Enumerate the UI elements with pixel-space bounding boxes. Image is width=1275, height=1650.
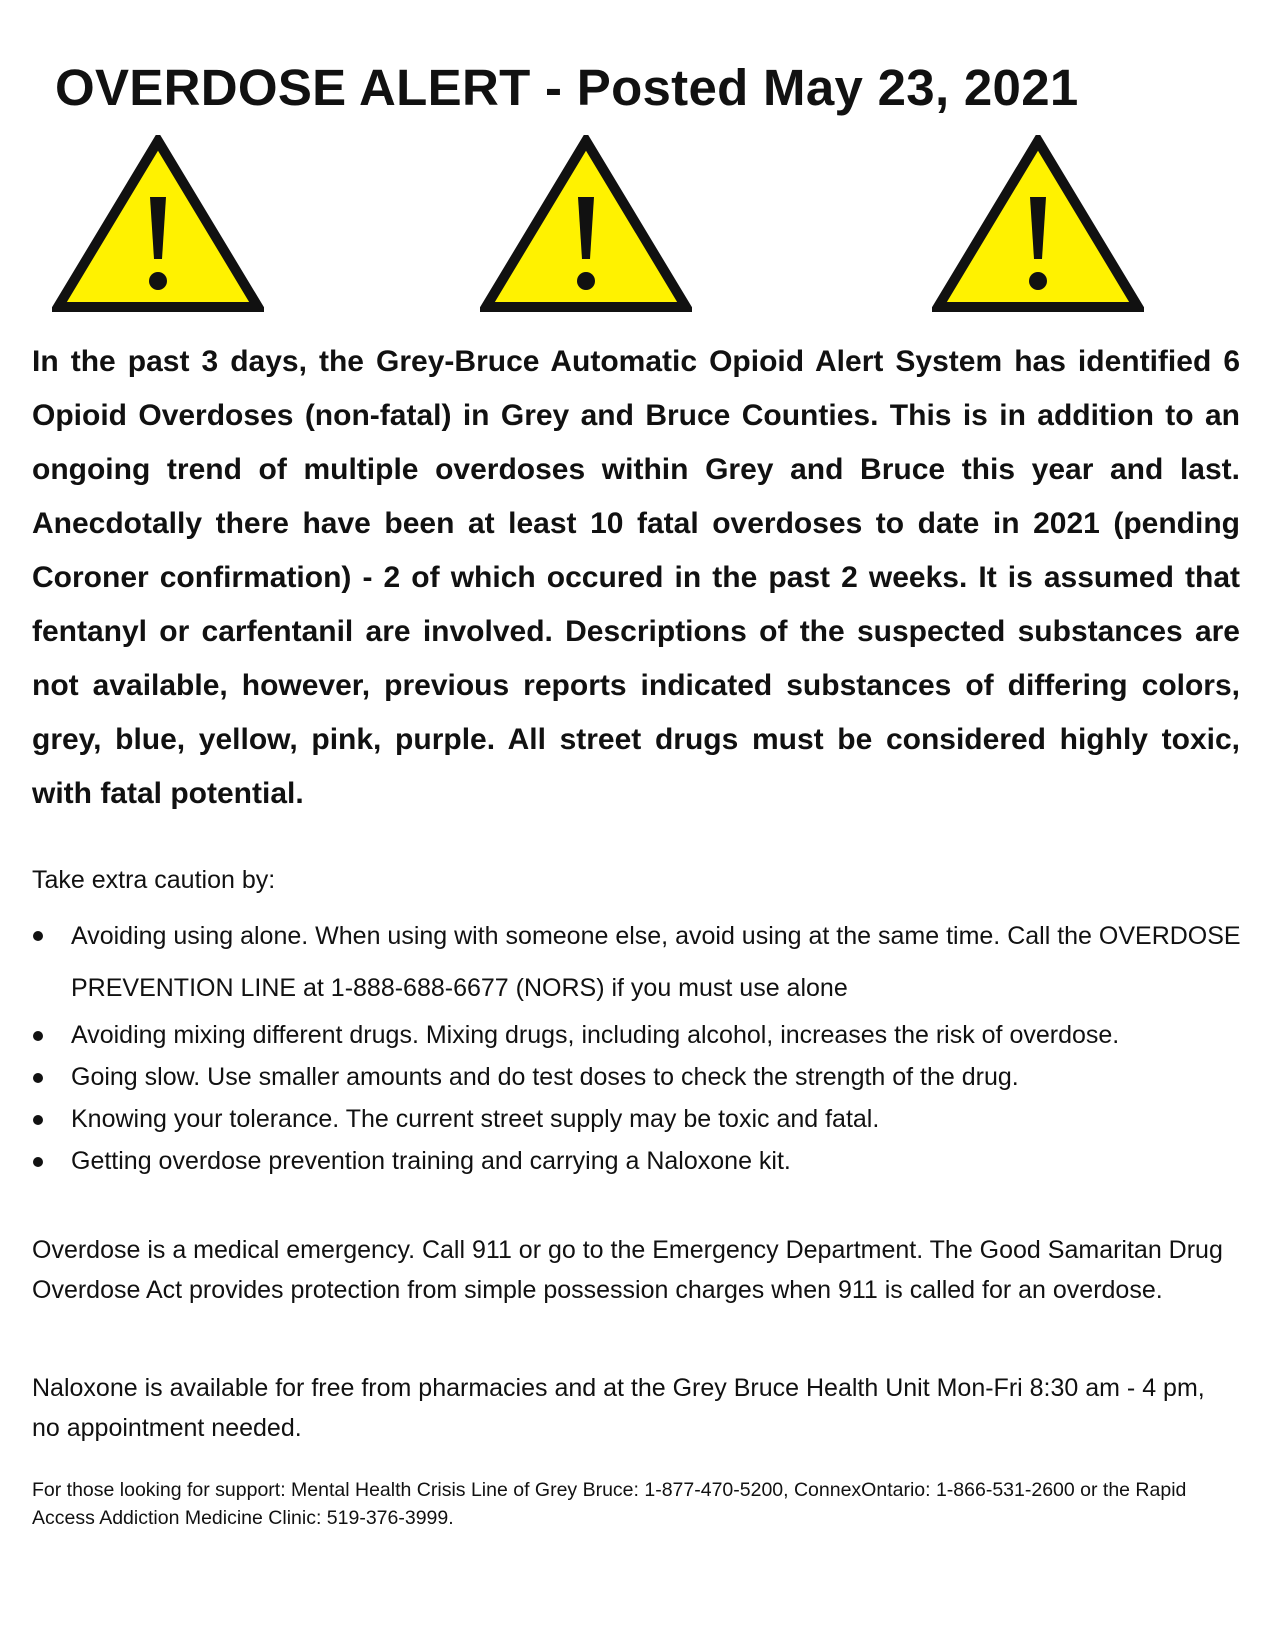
list-item-text: Knowing your tolerance. The current street supply may be toxic and fatal. <box>71 1105 880 1133</box>
bullet-icon <box>33 1031 43 1041</box>
list-item-text: Avoiding using alone. When using with someone else, avoid using at the same time. Call the OVERDOSE PREVENTION LINE at 1-888-688-6677 (NORS) if you must use alone <box>71 922 1241 1002</box>
caution-list <box>32 920 1247 1183</box>
list-item <box>32 1015 1247 1056</box>
bullet-icon <box>33 1115 43 1125</box>
list-item <box>32 1141 1247 1182</box>
naloxone-paragraph: Naloxone is available for free from pharmacies and at the Grey Bruce Health Unit Mon-Fri 8:30 am - 4 pm, no appointment needed. <box>32 1374 1205 1442</box>
warning-triangle-icon <box>480 135 692 317</box>
page-title: OVERDOSE ALERT - Posted May 23, 2021 <box>55 59 1079 116</box>
bullet-icon <box>33 931 43 941</box>
list-item-text: Avoiding mixing different drugs. Mixing drugs, including alcohol, increases the risk of overdose. <box>71 1021 1120 1049</box>
warning-triangle-icon <box>52 135 264 317</box>
warning-triangle-icon <box>932 135 1144 317</box>
bullet-icon <box>33 1073 43 1083</box>
list-item-text: Getting overdose prevention training and carrying a Naloxone kit. <box>71 1147 791 1175</box>
bullet-icon <box>33 1157 43 1167</box>
list-item <box>32 1057 1247 1098</box>
list-item <box>32 1099 1247 1140</box>
alert-paragraph: In the past 3 days, the Grey-Bruce Automatic Opioid Alert System has identified 6 Opioid Overdoses (non-fatal) in Grey and Bruce Counties. This is in addition to an ongoing trend of multiple overdoses within Grey and Bruce this year and last. Anecdotally there have been at least 10 fatal overdoses to date in 2021 (pending Coroner confirmation) - 2 of which occured in the past 2 weeks. It is assumed that fentanyl or carfentanil are involved. Descriptions of the suspected substances are not available, however, previous reports indicated substances of differing colors, grey, blue, yellow, pink, purple. All street drugs must be considered highly toxic, with fatal potential. <box>32 345 1240 810</box>
list-item <box>32 910 1247 1014</box>
caution-intro: Take extra caution by: <box>32 866 276 894</box>
support-contacts: For those looking for support: Mental Health Crisis Line of Grey Bruce: 1-877-470-5200, ConnexOntario: 1-866-531-2600 or the Rapid Access Addiction Medicine Clinic: 519-376-3999. <box>32 1479 1187 1529</box>
emergency-paragraph: Overdose is a medical emergency. Call 911 or go to the Emergency Department. The Good Samaritan Drug Overdose Act provides protection from simple possession charges when 911 is called for an overdose. <box>32 1236 1223 1304</box>
list-item-text: Going slow. Use smaller amounts and do test doses to check the strength of the drug. <box>71 1063 1019 1091</box>
